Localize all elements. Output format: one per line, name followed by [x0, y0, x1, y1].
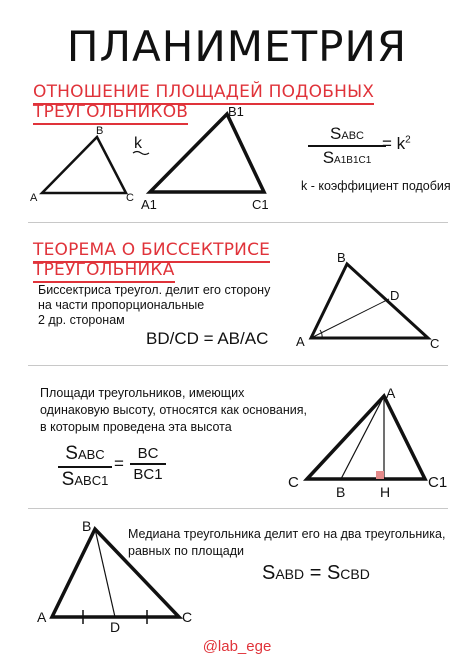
median-label-b: B — [82, 518, 92, 534]
large-tri-label-a1: A1 — [141, 197, 157, 212]
median-label-d: D — [110, 619, 121, 635]
section2-heading-line1: ТЕОРЕМА О БИССЕКТРИСЕ — [33, 240, 270, 263]
hr-num-sub: ABC — [77, 447, 105, 462]
median-label-c: C — [182, 609, 193, 625]
hr-den-sub: ABC1 — [74, 473, 109, 488]
ratio-rhs-sup: 2 — [405, 134, 411, 146]
mf-left-s: S — [262, 562, 276, 584]
median-line — [95, 529, 115, 617]
section4-text-line1: Медиана треугольника делит его на два треугольника, — [128, 527, 446, 541]
mf-right-sub: CBD — [340, 566, 370, 582]
section3-text-line3: в которым проведена эта высота — [40, 420, 232, 434]
ratio-num-s: S — [330, 124, 342, 143]
hr-num-s: S — [65, 443, 78, 464]
bisector-label-c: C — [430, 336, 440, 351]
small-tri-label-a: A — [30, 192, 38, 204]
hr-right-num: BC — [137, 445, 159, 462]
large-tri-label-c1: C1 — [252, 197, 269, 212]
mf-left-sub: ABD — [275, 566, 305, 582]
ratio-den-sub: A1B1C1 — [334, 155, 372, 166]
section3-text-line1: Площади треугольников, имеющих — [40, 386, 245, 400]
height-label-a: A — [386, 385, 396, 401]
height-label-c: C — [288, 474, 299, 491]
large-tri-label-b1: B1 — [228, 104, 244, 119]
hr-right-den: BC1 — [133, 466, 163, 483]
mf-equals: = — [309, 562, 322, 584]
height-label-c1: C1 — [428, 474, 448, 491]
section2-text-line1: Биссектриса треугол. делит его сторону — [38, 283, 271, 297]
mf-right-s: S — [326, 562, 341, 584]
section1-heading-line2: ТРЕУГОЛЬНИКОВ — [33, 102, 188, 125]
footer-handle[interactable]: @lab_ege — [202, 638, 272, 655]
median-label-a: A — [37, 609, 47, 625]
section2-text-line2: на части пропорциональные — [38, 298, 205, 312]
section2-heading-line2: ТРЕУГОЛЬНИКА — [33, 260, 175, 283]
section3-text-line2: одинаковую высоту, относятся как основания, — [40, 403, 307, 417]
hr-equals: = — [114, 454, 124, 473]
hr-den-s: S — [61, 469, 75, 490]
ratio-den-s: S — [322, 148, 335, 167]
k-label: k — [134, 135, 142, 152]
small-tri-label-c: C — [126, 192, 134, 204]
ratio-num-sub: ABC — [341, 130, 364, 142]
median-triangle — [52, 529, 179, 617]
page-title: ПЛАНИМЕТРИЯ — [66, 22, 408, 71]
bisector-formula: BD/CD = AB/AC — [146, 329, 269, 348]
height-label-h: H — [380, 484, 391, 500]
bisector-label-d: D — [390, 288, 400, 303]
bisector-label-b: B — [337, 250, 346, 265]
section1-heading-line1: ОТНОШЕНИЕ ПЛОЩАДЕЙ ПОДОБНЫХ — [33, 82, 374, 105]
section2-text-line3: 2 др. сторонам — [38, 313, 125, 327]
section4-text-line2: равных по площади — [128, 544, 245, 558]
k-note: k - коэффициент подобия — [301, 179, 451, 193]
ratio-rhs-text: = k — [382, 134, 406, 153]
small-tri-label-b: B — [96, 125, 104, 137]
height-label-b: B — [336, 484, 346, 500]
bisector-label-a: A — [296, 334, 305, 349]
